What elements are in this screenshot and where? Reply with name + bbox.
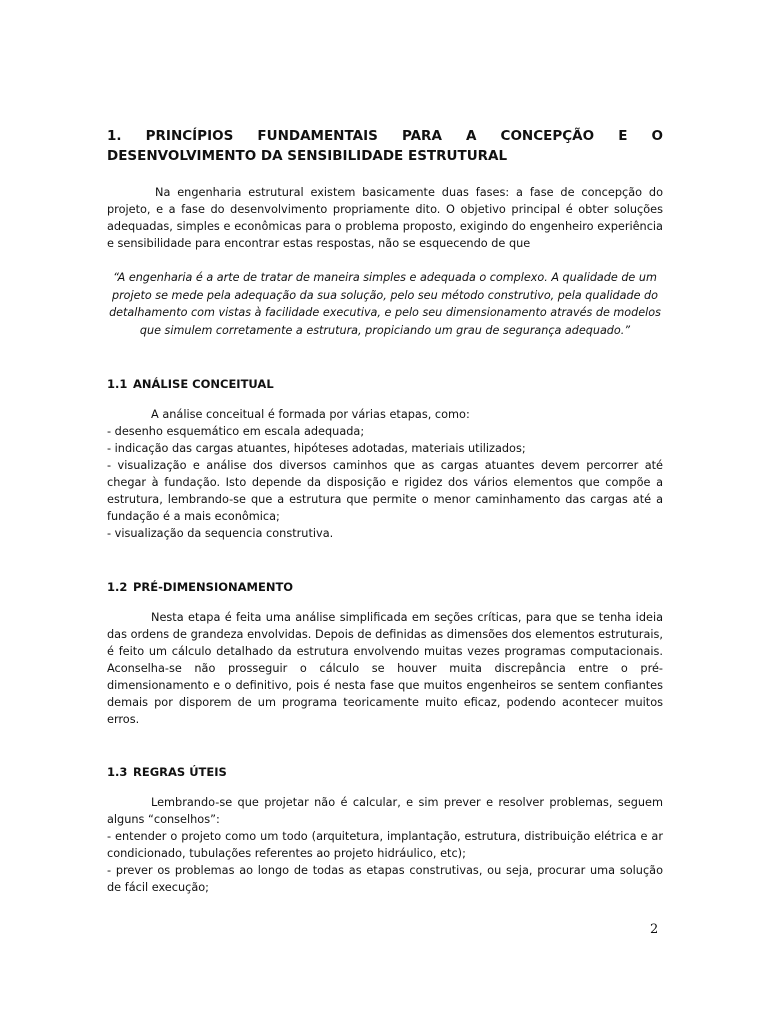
section-body-pre-dimensionamento [107, 609, 663, 728]
paragraph: Nesta etapa é feita uma análise simplificada em seções críticas, para que se tenha ideia das ordens de grandeza envolvidas. Depois de definidas as dimensões dos elementos estruturais, é feito um cálculo detalhado da estrutura envolvendo muitas vezes programas computacionais. Aconselha-se não prosseguir o cálculo se houver muita discrepância entre o pré-dimensionamento e o definitivo, pois é nesta fase que muitos engenheiros se sentem confiantes demais por disporem de um programa teoricamente muito eficaz, podendo acontecer muitos erros. [107, 611, 663, 726]
section-number: 1.1 [107, 377, 128, 391]
section-heading-text: REGRAS ÚTEIS [133, 765, 227, 779]
section-body-regras-uteis [107, 794, 663, 896]
list-item: - entender o projeto como um todo (arquitetura, implantação, estrutura, distribuição elétrica e ar condicionado, tubulações referentes ao projeto hidráulico, etc); [107, 830, 663, 860]
section-heading-text: ANÁLISE CONCEITUAL [133, 377, 274, 391]
document-page [107, 126, 663, 896]
list-item: - desenho esquemático em escala adequada; [107, 425, 365, 438]
section-number: 1.2 [107, 580, 128, 594]
section-title-pre-dimensionamento [107, 579, 663, 596]
section-title-regras-uteis [107, 764, 663, 781]
chapter-title-line-1: 1. PRINCÍPIOS FUNDAMENTAIS PARA A CONCEPÇÃO E O [107, 128, 663, 144]
page-number: 2 [650, 922, 659, 937]
list-item: - indicação das cargas atuantes, hipóteses adotadas, materiais utilizados; [107, 442, 526, 455]
paragraph: A análise conceitual é formada por várias etapas, como: [151, 408, 470, 421]
list-item: - visualização da sequencia construtiva. [107, 527, 334, 540]
intro-paragraph: Na engenharia estrutural existem basicamente duas fases: a fase de concepção do projeto, e a fase do desenvolvimento propriamente dito. O objetivo principal é obter soluções adequadas, simples e econômicas para o problema proposto, exigindo do engenheiro experiência e sensibilidade para encontrar estas respostas, não se esquecendo de que [107, 186, 663, 250]
section-number: 1.3 [107, 765, 128, 779]
paragraph: Lembrando-se que projetar não é calcular, e sim prever e resolver problemas, seguem alguns “conselhos”: [107, 796, 663, 826]
engineering-quote: “A engenharia é a arte de tratar de maneira simples e adequada o complexo. A qualidade de um projeto se mede pela adequação da sua solução, pelo seu método construtivo, pela qualidade do detalhamento com vistas à facilidade executiva, e pelo seu dimensionamento através de modelos que simulem corretamente a estrutura, propiciando um grau de segurança adequado.” [109, 271, 661, 337]
section-body-analise-conceitual [107, 406, 663, 542]
chapter-title-line-2: DESENVOLVIMENTO DA SENSIBILIDADE ESTRUTURAL [107, 148, 508, 164]
list-item: - prever os problemas ao longo de todas as etapas construtivas, ou seja, procurar uma solução de fácil execução; [107, 864, 663, 894]
list-item: - visualização e análise dos diversos caminhos que as cargas atuantes devem percorrer até chegar à fundação. Isto depende da disposição e rigidez dos vários elementos que compõe a estrutura, lembrando-se que a estrutura que permite o menor caminhamento das cargas até a fundação é a mais econômica; [107, 459, 663, 523]
section-title-analise-conceitual [107, 376, 663, 393]
section-heading-text: PRÉ-DIMENSIONAMENTO [133, 580, 294, 594]
chapter-title [107, 126, 663, 166]
